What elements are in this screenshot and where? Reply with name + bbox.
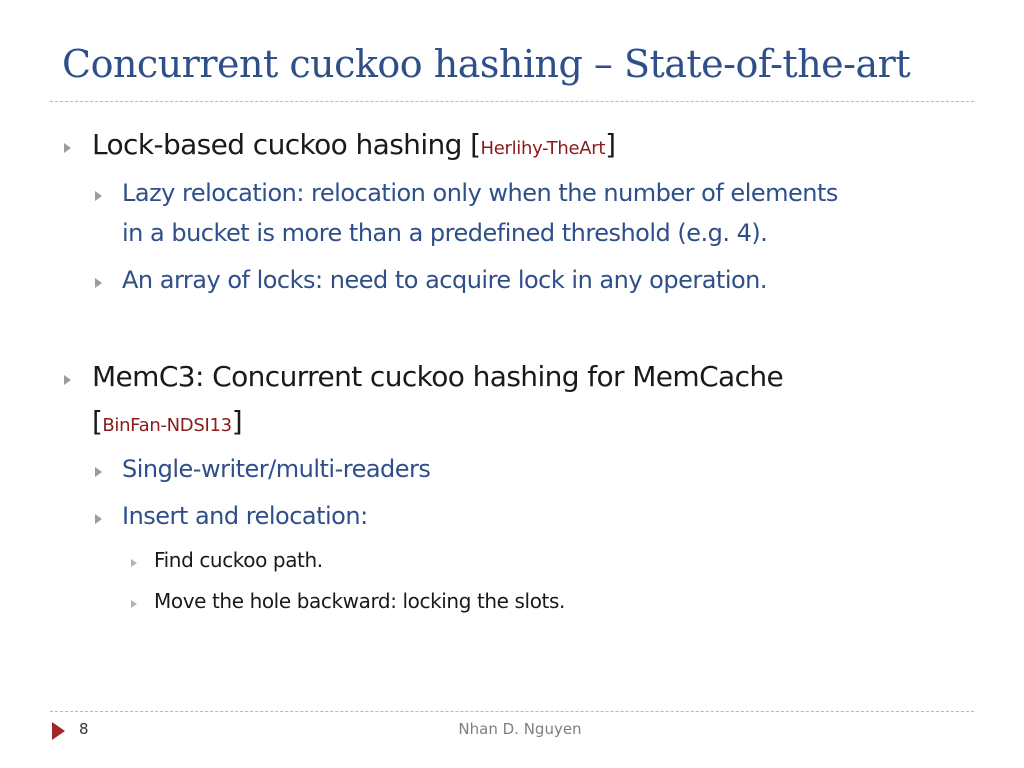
- footer-author: Nhan D. Nguyen: [458, 720, 582, 738]
- sub-bullet-arrow-icon: [131, 559, 137, 567]
- section1-item-1-line2: in a bucket is more than a predefined threshold (e.g. 4).: [122, 219, 768, 247]
- sub-bullet-arrow-icon: [131, 600, 137, 608]
- bullet-arrow-icon: [95, 467, 102, 477]
- bullet-arrow-icon: [95, 514, 102, 524]
- section2-subitem-2: Move the hole backward: locking the slots.: [154, 589, 565, 613]
- bullet-arrow-icon: [64, 375, 71, 385]
- section1-item-2: An array of locks: need to acquire lock in any operation.: [122, 266, 768, 294]
- bullet-arrow-icon: [64, 143, 71, 153]
- section1-item-1-line1: Lazy relocation: relocation only when the number of elements: [122, 179, 838, 207]
- section2-item-1: Single-writer/multi-readers: [122, 455, 431, 483]
- section2-subitem-1: Find cuckoo path.: [154, 548, 323, 572]
- page-number: 8: [79, 720, 89, 738]
- section2-cite-open: [: [92, 405, 103, 438]
- slide-title: Concurrent cuckoo hashing – State-of-the-art: [62, 42, 911, 86]
- section1-heading-text: Lock-based cuckoo hashing: [92, 128, 471, 161]
- section1-citation: Herlihy-TheArt: [480, 138, 606, 159]
- section2-heading: MemC3: Concurrent cuckoo hashing for MemCache: [92, 360, 784, 393]
- section2-item-2: Insert and relocation:: [122, 502, 368, 530]
- section2-citation-line: [92, 405, 242, 438]
- section1-heading: [92, 128, 615, 161]
- section2-cite-close: ]: [231, 405, 243, 438]
- title-divider: [50, 101, 974, 102]
- bullet-arrow-icon: [95, 191, 102, 201]
- section1-cite-close: ]: [605, 128, 616, 161]
- footer-divider: [50, 711, 974, 712]
- section2-citation: BinFan-NDSI13: [102, 415, 232, 436]
- bullet-arrow-icon: [95, 278, 102, 288]
- section1-cite-open: [: [470, 128, 481, 161]
